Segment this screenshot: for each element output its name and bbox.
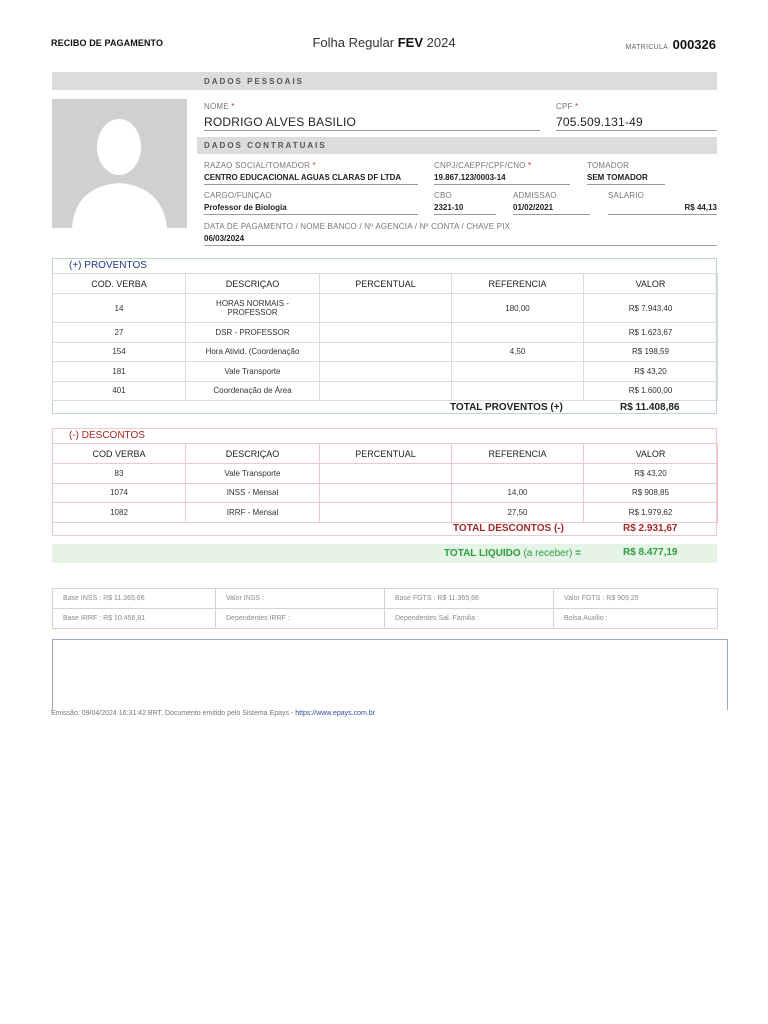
salario-label: SALARIO bbox=[608, 191, 645, 200]
receipt-title: RECIBO DE PAGAMENTO bbox=[51, 38, 164, 48]
tomador-value: SEM TOMADOR bbox=[587, 173, 665, 185]
cell-desc: IRRF - Mensal bbox=[186, 503, 320, 523]
cbo-label: CBO bbox=[434, 191, 452, 200]
col-header: COD VERBA bbox=[53, 444, 186, 464]
col-header: REFERENCIA bbox=[452, 444, 584, 464]
razao-value: CENTRO EDUCACIONAL AGUAS CLARAS DF LTDA bbox=[204, 173, 418, 185]
dados-contratuais-title: DADOS CONTRATUAIS bbox=[204, 141, 327, 150]
dependentes-sal-familia: Dependentes Sal. Familia : bbox=[385, 609, 554, 629]
matricula-label: MATRICULA bbox=[625, 44, 669, 51]
col-header: PERCENTUAL bbox=[320, 274, 452, 294]
cell-desc: HORAS NORMAIS - PROFESSOR bbox=[186, 294, 320, 323]
cpf-label: CPF bbox=[556, 102, 573, 111]
matricula bbox=[626, 36, 716, 54]
valor-fgts: Valor FGTS : R$ 909,25 bbox=[554, 589, 718, 609]
total-liquido-sub: (a receber) bbox=[523, 548, 573, 559]
dependentes-irrf: Dependentes IRRF : bbox=[216, 609, 385, 629]
person-silhouette-icon bbox=[52, 99, 187, 228]
base-irrf: Base IRRF : R$ 10.456,81 bbox=[53, 609, 216, 629]
admissao-value: 01/02/2021 bbox=[513, 203, 590, 215]
total-liquido-label: TOTAL LIQUIDO bbox=[444, 548, 521, 559]
pagamento-value: 06/03/2024 bbox=[204, 234, 717, 246]
required-mark: * bbox=[528, 161, 532, 170]
observations-box bbox=[52, 639, 728, 710]
cell-ref: 14,00 bbox=[452, 483, 584, 503]
valor-inss: Valor INSS : bbox=[216, 589, 385, 609]
table-row bbox=[53, 342, 718, 362]
cargo-label: CARGO/FUNÇAO bbox=[204, 191, 272, 200]
cell-cod: 1074 bbox=[53, 483, 186, 503]
cell-perc bbox=[320, 323, 452, 343]
payroll-year: 2024 bbox=[426, 35, 456, 50]
cell-valor: R$ 198,59 bbox=[584, 342, 718, 362]
cell-valor: R$ 908,85 bbox=[584, 483, 718, 503]
bases-table bbox=[52, 588, 718, 629]
table-row bbox=[53, 503, 718, 523]
dados-pessoais-bar bbox=[52, 72, 717, 90]
cell-cod: 83 bbox=[53, 464, 186, 484]
cell-ref bbox=[452, 381, 584, 401]
table-row bbox=[53, 609, 718, 629]
table-row bbox=[53, 381, 718, 401]
avatar bbox=[52, 99, 187, 228]
col-header: PERCENTUAL bbox=[320, 444, 452, 464]
cnpj-label-wrap bbox=[434, 161, 531, 170]
cell-cod: 401 bbox=[53, 381, 186, 401]
cbo-value: 2321-10 bbox=[434, 203, 496, 215]
cell-cod: 181 bbox=[53, 362, 186, 382]
required-mark: * bbox=[231, 102, 235, 111]
base-fgts: Base FGTS : R$ 11.365,66 bbox=[385, 589, 554, 609]
bolsa-auxilio: Bolsa Auxilio : bbox=[554, 609, 718, 629]
nome-value: RODRIGO ALVES BASILIO bbox=[204, 115, 540, 131]
col-header: REFERENCIA bbox=[452, 274, 584, 294]
total-proventos-value: R$ 11.408,86 bbox=[620, 402, 680, 413]
proventos-table bbox=[52, 273, 718, 401]
total-liquido-label-wrap bbox=[444, 548, 581, 559]
base-inss: Base INSS : R$ 11.365,66 bbox=[53, 589, 216, 609]
descontos-table bbox=[52, 443, 718, 523]
cell-ref: 27,50 bbox=[452, 503, 584, 523]
cnpj-value: 19.867.123/0003-14 bbox=[434, 173, 570, 185]
col-header: VALOR bbox=[584, 274, 718, 294]
table-row bbox=[53, 323, 718, 343]
razao-label-wrap bbox=[204, 161, 316, 170]
dados-pessoais-title: DADOS PESSOAIS bbox=[204, 77, 305, 86]
footer-text: Emissão: 09/04/2024 16:31:42 BRT, Documento emitido pelo Sistema Epays - bbox=[51, 710, 296, 717]
cell-cod: 1082 bbox=[53, 503, 186, 523]
cpf-label-wrap bbox=[556, 102, 578, 111]
cell-valor: R$ 43,20 bbox=[584, 362, 718, 382]
total-liquido-value: R$ 8.477,19 bbox=[623, 547, 678, 558]
cargo-value: Professor de Biologia bbox=[204, 203, 418, 215]
cell-perc bbox=[320, 342, 452, 362]
required-mark: * bbox=[575, 102, 579, 111]
cell-desc: DSR - PROFESSOR bbox=[186, 323, 320, 343]
cell-valor: R$ 7.943,40 bbox=[584, 294, 718, 323]
razao-label: RAZAO SOCIAL/TOMADOR bbox=[204, 161, 311, 170]
cell-cod: 27 bbox=[53, 323, 186, 343]
total-proventos-label: TOTAL PROVENTOS (+) bbox=[450, 402, 563, 413]
footer bbox=[51, 710, 375, 717]
nome-label-wrap bbox=[204, 102, 235, 111]
payroll-type: Folha Regular bbox=[312, 35, 395, 50]
cell-valor: R$ 1.600,00 bbox=[584, 381, 718, 401]
proventos-title: (+) PROVENTOS bbox=[69, 260, 147, 271]
cell-perc bbox=[320, 362, 452, 382]
tomador-label: TOMADOR bbox=[587, 161, 630, 170]
cell-desc: Coordenação de Área bbox=[186, 381, 320, 401]
table-row bbox=[53, 464, 718, 484]
cell-ref bbox=[452, 362, 584, 382]
cpf-value: 705.509.131-49 bbox=[556, 115, 717, 131]
cell-perc bbox=[320, 483, 452, 503]
cell-desc: Vale Transporte bbox=[186, 362, 320, 382]
cell-perc bbox=[320, 503, 452, 523]
total-liquido-eq: = bbox=[575, 548, 581, 559]
matricula-value: 000326 bbox=[672, 37, 716, 52]
total-liquido-bar bbox=[52, 544, 717, 563]
descontos-title: (-) DESCONTOS bbox=[69, 430, 145, 441]
admissao-label: ADMISSAO bbox=[513, 191, 557, 200]
cnpj-label: CNPJ/CAEPF/CPF/CNO bbox=[434, 161, 526, 170]
cell-valor: R$ 1.623,67 bbox=[584, 323, 718, 343]
cell-ref bbox=[452, 464, 584, 484]
pagamento-label: DATA DE PAGAMENTO / NOME BANCO / Nº AGENCIA / Nº CONTA / CHAVE PIX bbox=[204, 222, 511, 231]
col-header: DESCRIÇAO bbox=[186, 274, 320, 294]
table-row bbox=[53, 294, 718, 323]
cell-valor: R$ 43,20 bbox=[584, 464, 718, 484]
cell-cod: 154 bbox=[53, 342, 186, 362]
cell-desc: Vale Transporte bbox=[186, 464, 320, 484]
cell-desc: Hora Ativid. (Coordenação bbox=[186, 342, 320, 362]
epays-link[interactable]: https://www.epays.com.br bbox=[295, 710, 375, 717]
cell-ref: 180,00 bbox=[452, 294, 584, 323]
total-descontos-label: TOTAL DESCONTOS (-) bbox=[453, 523, 564, 534]
cell-ref bbox=[452, 323, 584, 343]
cell-ref: 4,50 bbox=[452, 342, 584, 362]
cell-valor: R$ 1.979,62 bbox=[584, 503, 718, 523]
nome-label: NOME bbox=[204, 102, 229, 111]
cell-desc: INSS - Mensal bbox=[186, 483, 320, 503]
col-header: VALOR bbox=[584, 444, 718, 464]
col-header: DESCRIÇAO bbox=[186, 444, 320, 464]
table-row bbox=[53, 589, 718, 609]
col-header: COD. VERBA bbox=[53, 274, 186, 294]
table-header-row bbox=[53, 444, 718, 464]
cell-perc bbox=[320, 464, 452, 484]
cell-perc bbox=[320, 381, 452, 401]
cell-cod: 14 bbox=[53, 294, 186, 323]
cell-perc bbox=[320, 294, 452, 323]
total-descontos-value: R$ 2.931,67 bbox=[623, 523, 678, 534]
required-mark: * bbox=[312, 161, 316, 170]
table-row bbox=[53, 362, 718, 382]
payroll-month: FEV bbox=[397, 35, 424, 50]
table-header-row bbox=[53, 274, 718, 294]
table-row bbox=[53, 483, 718, 503]
salario-value: R$ 44,13 bbox=[608, 203, 717, 215]
